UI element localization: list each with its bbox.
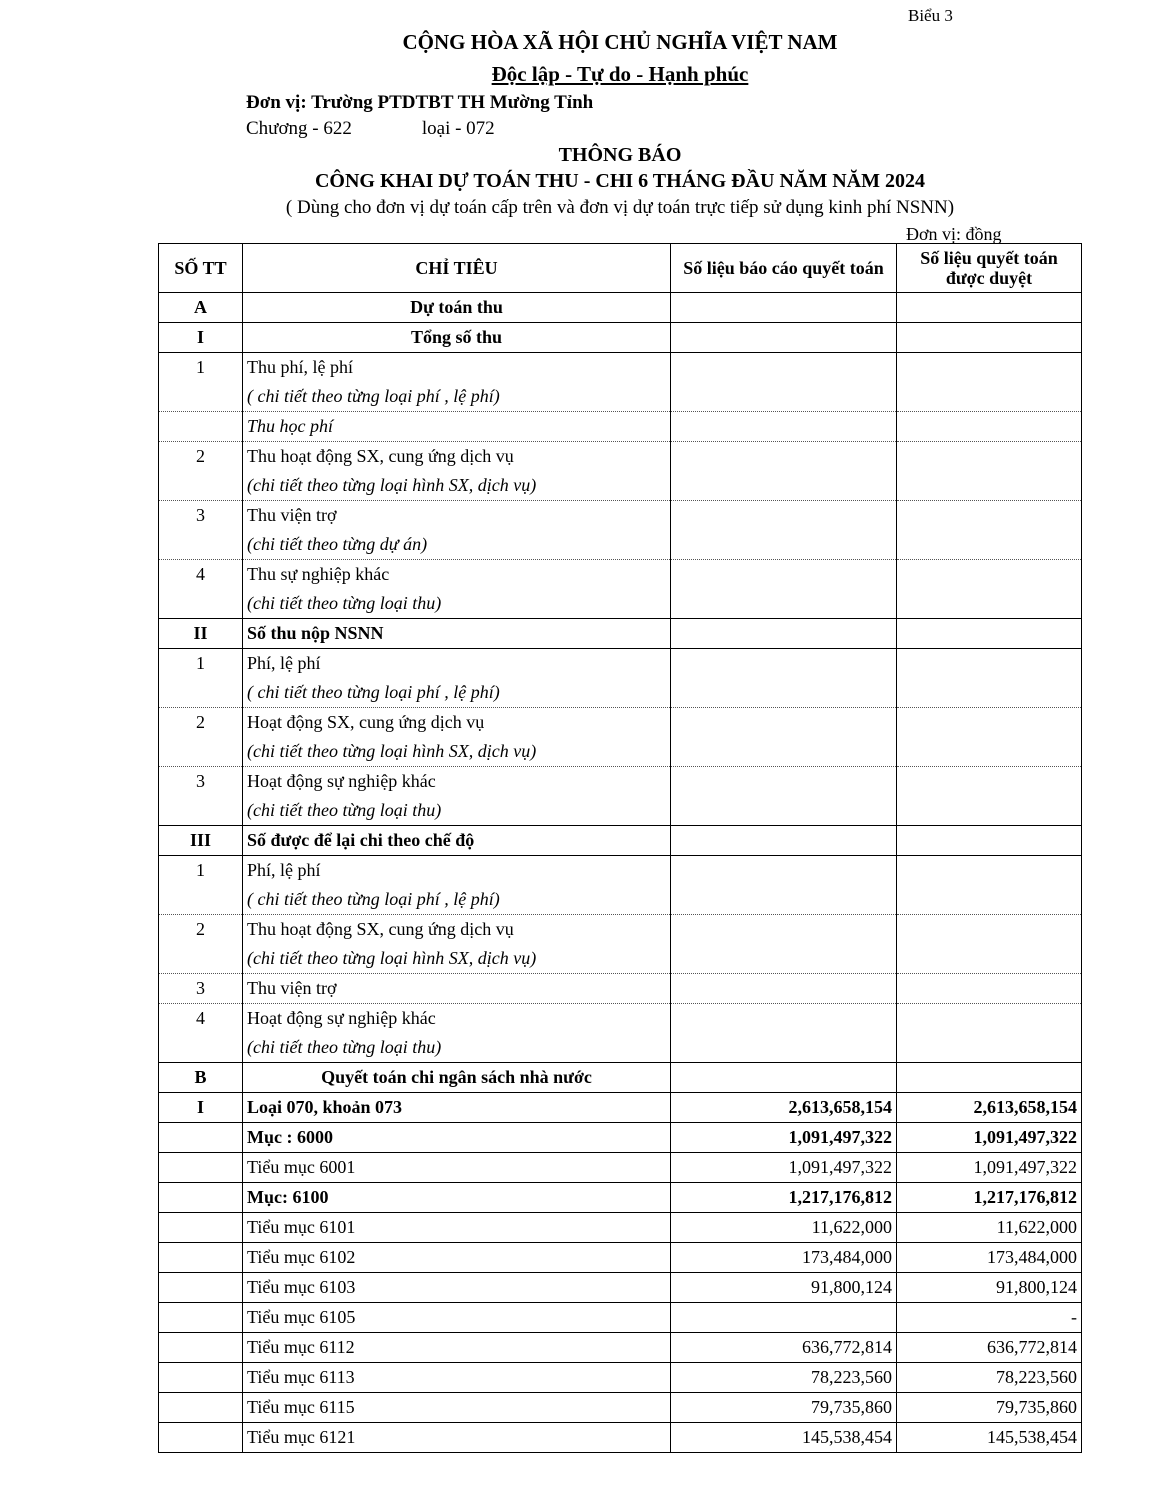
row-reported-value (671, 826, 897, 856)
row-reported-value (671, 382, 897, 412)
row-indicator: Tiểu mục 6115 (243, 1393, 671, 1423)
row-reported-value (671, 1063, 897, 1093)
table-row (159, 826, 1082, 856)
row-approved-value: 78,223,560 (897, 1363, 1082, 1393)
row-stt (159, 944, 243, 974)
table-row (159, 382, 1082, 412)
row-reported-value (671, 708, 897, 738)
chapter-line (246, 118, 495, 140)
row-approved-value (897, 619, 1082, 649)
row-indicator: Thu hoạt động SX, cung ứng dịch vụ (243, 915, 671, 945)
row-indicator: Thu sự nghiệp khác (243, 560, 671, 590)
row-reported-value (671, 589, 897, 619)
table-row (159, 1393, 1082, 1423)
row-approved-value: 79,735,860 (897, 1393, 1082, 1423)
motto: Độc lập - Tự do - Hạnh phúc (491, 62, 749, 86)
row-stt: 1 (159, 353, 243, 383)
table-row (159, 974, 1082, 1004)
table-row (159, 1063, 1082, 1093)
row-approved-value: 145,538,454 (897, 1423, 1082, 1453)
row-stt (159, 1153, 243, 1183)
row-reported-value (671, 649, 897, 679)
row-stt: 1 (159, 649, 243, 679)
row-reported-value (671, 1004, 897, 1034)
row-stt: I (159, 323, 243, 353)
row-stt (159, 1333, 243, 1363)
row-approved-value (897, 915, 1082, 945)
row-indicator: Mục : 6000 (243, 1123, 671, 1153)
row-approved-value (897, 826, 1082, 856)
column-header-indicator: CHỈ TIÊU (243, 244, 671, 293)
table-row (159, 1004, 1082, 1034)
row-reported-value (671, 560, 897, 590)
row-stt: 3 (159, 501, 243, 531)
table-row (159, 1333, 1082, 1363)
row-approved-value (897, 353, 1082, 383)
row-stt: I (159, 1093, 243, 1123)
row-reported-value (671, 442, 897, 472)
row-indicator: (chi tiết theo từng loại hình SX, dịch vụ) (243, 944, 671, 974)
column-header-approved: Số liệu quyết toán được duyệt (897, 244, 1082, 293)
row-approved-value (897, 471, 1082, 501)
table-row (159, 560, 1082, 590)
budget-table (158, 243, 1082, 1453)
row-approved-value (897, 1063, 1082, 1093)
row-stt (159, 530, 243, 560)
table-row (159, 619, 1082, 649)
notice-subtitle: ( Dùng cho đơn vị dự toán cấp trên và đơn vị dự toán trực tiếp sử dụng kinh phí NSNN) (285, 197, 955, 218)
column-header-stt: SỐ TT (159, 244, 243, 293)
row-stt (159, 1123, 243, 1153)
row-reported-value: 1,091,497,322 (671, 1153, 897, 1183)
row-approved-value (897, 708, 1082, 738)
row-stt: III (159, 826, 243, 856)
row-indicator: Tiểu mục 6101 (243, 1213, 671, 1243)
row-reported-value (671, 353, 897, 383)
row-approved-value (897, 1033, 1082, 1063)
row-reported-value (671, 619, 897, 649)
row-approved-value: - (897, 1303, 1082, 1333)
row-approved-value (897, 1004, 1082, 1034)
row-indicator: Thu hoạt động SX, cung ứng dịch vụ (243, 442, 671, 472)
row-approved-value (897, 442, 1082, 472)
table-row (159, 885, 1082, 915)
row-indicator: Tiểu mục 6001 (243, 1153, 671, 1183)
row-stt (159, 885, 243, 915)
table-row (159, 649, 1082, 679)
row-reported-value (671, 412, 897, 442)
republic-heading: CỘNG HÒA XÃ HỘI CHỦ NGHĨA VIỆT NAM (402, 30, 838, 54)
form-number: Biểu 3 (908, 6, 953, 25)
table-row (159, 323, 1082, 353)
row-indicator: (chi tiết theo từng dự án) (243, 530, 671, 560)
chuong-code: Chương - 622 (246, 118, 352, 139)
table-row (159, 471, 1082, 501)
row-indicator: ( chi tiết theo từng loại phí , lệ phí) (243, 382, 671, 412)
row-reported-value (671, 796, 897, 826)
row-approved-value (897, 560, 1082, 590)
row-indicator: Tổng số thu (243, 323, 671, 353)
row-indicator: Thu viện trợ (243, 974, 671, 1004)
table-row (159, 1153, 1082, 1183)
table-row (159, 737, 1082, 767)
row-indicator: Tiểu mục 6105 (243, 1303, 671, 1333)
row-indicator: (chi tiết theo từng loại hình SX, dịch vụ) (243, 737, 671, 767)
row-reported-value: 91,800,124 (671, 1273, 897, 1303)
table-row (159, 412, 1082, 442)
row-indicator: Hoạt động sự nghiệp khác (243, 767, 671, 797)
row-approved-value: 173,484,000 (897, 1243, 1082, 1273)
column-header-reported: Số liệu báo cáo quyết toán (671, 244, 897, 293)
row-stt (159, 796, 243, 826)
row-stt (159, 1243, 243, 1273)
row-indicator: Phí, lệ phí (243, 649, 671, 679)
row-indicator: Tiểu mục 6113 (243, 1363, 671, 1393)
row-approved-value (897, 885, 1082, 915)
row-stt (159, 471, 243, 501)
row-stt (159, 1393, 243, 1423)
row-reported-value (671, 678, 897, 708)
row-reported-value: 78,223,560 (671, 1363, 897, 1393)
table-row (159, 1123, 1082, 1153)
table-row (159, 501, 1082, 531)
row-stt (159, 412, 243, 442)
row-approved-value (897, 323, 1082, 353)
row-reported-value (671, 737, 897, 767)
row-approved-value (897, 412, 1082, 442)
table-row (159, 1093, 1082, 1123)
row-stt (159, 1213, 243, 1243)
row-stt (159, 678, 243, 708)
row-stt: 3 (159, 767, 243, 797)
row-stt (159, 589, 243, 619)
row-reported-value (671, 885, 897, 915)
row-approved-value: 1,091,497,322 (897, 1153, 1082, 1183)
row-indicator: Tiểu mục 6112 (243, 1333, 671, 1363)
row-indicator: Quyết toán chi ngân sách nhà nước (243, 1063, 671, 1093)
row-indicator: (chi tiết theo từng loại thu) (243, 796, 671, 826)
row-indicator: Hoạt động sự nghiệp khác (243, 1004, 671, 1034)
table-row (159, 678, 1082, 708)
row-approved-value (897, 796, 1082, 826)
table-row (159, 1363, 1082, 1393)
row-reported-value (671, 974, 897, 1004)
row-stt: 2 (159, 915, 243, 945)
row-indicator: (chi tiết theo từng loại thu) (243, 589, 671, 619)
row-stt: 3 (159, 974, 243, 1004)
table-header-row (159, 244, 1082, 293)
unit-name: Đơn vị: Trường PTDTBT TH Mường Tỉnh (246, 92, 594, 113)
table-row (159, 1033, 1082, 1063)
row-stt: II (159, 619, 243, 649)
row-reported-value (671, 501, 897, 531)
row-approved-value (897, 737, 1082, 767)
row-approved-value: 1,217,176,812 (897, 1183, 1082, 1213)
table-body (159, 293, 1082, 1453)
row-reported-value: 11,622,000 (671, 1213, 897, 1243)
row-stt (159, 1303, 243, 1333)
row-reported-value (671, 471, 897, 501)
notice-subject: CÔNG KHAI DỰ TOÁN THU - CHI 6 THÁNG ĐẦU NĂM NĂM 2024 (314, 170, 926, 192)
row-indicator: Tiểu mục 6121 (243, 1423, 671, 1453)
row-approved-value: 11,622,000 (897, 1213, 1082, 1243)
row-reported-value (671, 856, 897, 886)
row-indicator: Thu phí, lệ phí (243, 353, 671, 383)
row-reported-value: 79,735,860 (671, 1393, 897, 1423)
table-row (159, 442, 1082, 472)
row-approved-value (897, 530, 1082, 560)
row-reported-value (671, 323, 897, 353)
row-reported-value: 2,613,658,154 (671, 1093, 897, 1123)
row-reported-value: 173,484,000 (671, 1243, 897, 1273)
row-reported-value: 1,217,176,812 (671, 1183, 897, 1213)
table-row (159, 796, 1082, 826)
row-indicator: Mục: 6100 (243, 1183, 671, 1213)
currency-unit: Đơn vị: đồng (906, 224, 1002, 244)
row-approved-value (897, 856, 1082, 886)
row-stt (159, 1363, 243, 1393)
row-indicator: Số được để lại chi theo chế độ (243, 826, 671, 856)
row-indicator: (chi tiết theo từng loại thu) (243, 1033, 671, 1063)
notice-title: THÔNG BÁO (558, 144, 682, 166)
row-indicator: Tiểu mục 6102 (243, 1243, 671, 1273)
row-approved-value: 636,772,814 (897, 1333, 1082, 1363)
row-approved-value (897, 382, 1082, 412)
row-reported-value (671, 767, 897, 797)
row-reported-value: 1,091,497,322 (671, 1123, 897, 1153)
row-stt: A (159, 293, 243, 323)
row-stt: 4 (159, 1004, 243, 1034)
table-row (159, 353, 1082, 383)
row-stt: 1 (159, 856, 243, 886)
row-reported-value: 145,538,454 (671, 1423, 897, 1453)
row-approved-value (897, 293, 1082, 323)
row-stt: 2 (159, 708, 243, 738)
row-reported-value (671, 944, 897, 974)
table-row (159, 1243, 1082, 1273)
row-indicator: ( chi tiết theo từng loại phí , lệ phí) (243, 885, 671, 915)
table-row (159, 530, 1082, 560)
row-indicator: Tiểu mục 6103 (243, 1273, 671, 1303)
row-stt (159, 1423, 243, 1453)
row-approved-value (897, 944, 1082, 974)
row-reported-value (671, 1033, 897, 1063)
table-row (159, 856, 1082, 886)
row-reported-value (671, 293, 897, 323)
table-row (159, 767, 1082, 797)
table-row (159, 1213, 1082, 1243)
row-stt (159, 737, 243, 767)
row-indicator: Dự toán thu (243, 293, 671, 323)
row-indicator: ( chi tiết theo từng loại phí , lệ phí) (243, 678, 671, 708)
table-row (159, 944, 1082, 974)
table-row (159, 915, 1082, 945)
table-row (159, 1303, 1082, 1333)
row-indicator: Thu viện trợ (243, 501, 671, 531)
row-stt (159, 1033, 243, 1063)
row-approved-value: 1,091,497,322 (897, 1123, 1082, 1153)
row-stt: 2 (159, 442, 243, 472)
table-row (159, 293, 1082, 323)
row-stt (159, 1273, 243, 1303)
row-approved-value (897, 678, 1082, 708)
table-row (159, 1273, 1082, 1303)
table-row (159, 1183, 1082, 1213)
row-indicator: Số thu nộp NSNN (243, 619, 671, 649)
row-indicator: Phí, lệ phí (243, 856, 671, 886)
row-stt (159, 1183, 243, 1213)
row-reported-value (671, 915, 897, 945)
row-approved-value (897, 649, 1082, 679)
row-approved-value (897, 767, 1082, 797)
row-stt: 4 (159, 560, 243, 590)
row-approved-value: 91,800,124 (897, 1273, 1082, 1303)
row-approved-value (897, 974, 1082, 1004)
row-reported-value: 636,772,814 (671, 1333, 897, 1363)
row-indicator: Loại 070, khoản 073 (243, 1093, 671, 1123)
row-reported-value (671, 530, 897, 560)
row-stt (159, 382, 243, 412)
row-stt: B (159, 1063, 243, 1093)
row-approved-value (897, 501, 1082, 531)
table-row (159, 708, 1082, 738)
loai-code: loại - 072 (421, 118, 495, 139)
row-indicator: Hoạt động SX, cung ứng dịch vụ (243, 708, 671, 738)
table-row (159, 1423, 1082, 1453)
table-row (159, 589, 1082, 619)
row-reported-value (671, 1303, 897, 1333)
row-indicator: Thu học phí (243, 412, 671, 442)
row-indicator: (chi tiết theo từng loại hình SX, dịch vụ) (243, 471, 671, 501)
row-approved-value (897, 589, 1082, 619)
row-approved-value: 2,613,658,154 (897, 1093, 1082, 1123)
